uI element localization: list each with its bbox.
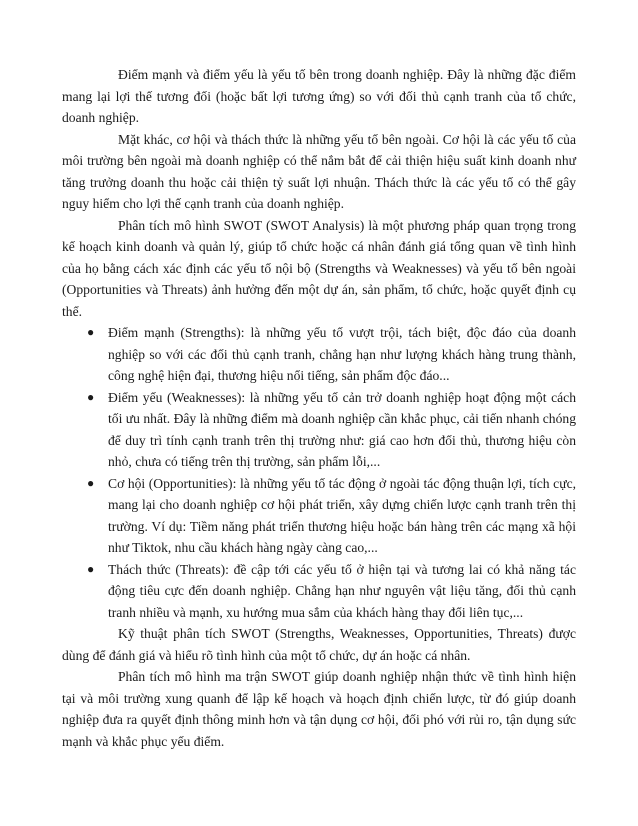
list-item-text: Điểm mạnh (Strengths): là những yếu tố vượt trội, tách biệt, độc đáo của doanh nghiệp so với các đối thủ cạnh tranh, chẳng hạn như lượng khách hàng trung thành, công nghệ hiện đại, thương hiệu nổi tiếng, sản phẩm độc đáo... bbox=[108, 325, 576, 383]
list-item-opportunities bbox=[62, 473, 576, 559]
paragraph-swot-analysis-definition: Phân tích mô hình SWOT (SWOT Analysis) là một phương pháp quan trọng trong kế hoạch kinh doanh và quản lý, giúp tổ chức hoặc cá nhân đánh giá tổng quan về tình hình của họ bằng cách xác định các yếu tố nội bộ (Strengths và Weaknesses) và yếu tố bên ngoài (Opportunities và Threats) ảnh hưởng đến một dự án, sản phẩm, tổ chức, hoặc quyết định cụ thể. bbox=[62, 217, 576, 319]
swot-bullet-list bbox=[62, 322, 576, 623]
bullet-dot-icon: ● bbox=[87, 475, 95, 490]
paragraph-strengths-weaknesses-intro: Điểm mạnh và điểm yếu là yếu tố bên trong doanh nghiệp. Đây là những đặc điểm mang lại lợi thế tương đối (hoặc bất lợi tương ứng) so với đối thủ cạnh tranh của tổ chức, doanh nghiệp. bbox=[62, 67, 576, 125]
bullet-dot-icon: ● bbox=[87, 389, 95, 404]
list-item-strengths bbox=[62, 322, 576, 387]
document-body bbox=[62, 64, 576, 752]
bullet-dot-icon: ● bbox=[87, 561, 95, 576]
paragraph-opportunities-threats-intro: Mặt khác, cơ hội và thách thức là những yếu tố bên ngoài. Cơ hội là các yếu tố của môi trường bên ngoài mà doanh nghiệp có thể nắm bắt để cải thiện hiệu suất kinh doanh như tăng trưởng doanh thu hoặc cải thiện tỷ suất lợi nhuận. Thách thức là các yếu tố có thể gây nguy hiểm cho lợi thế cạnh tranh của doanh nghiệp. bbox=[62, 131, 576, 211]
list-item-threats bbox=[62, 559, 576, 624]
list-item-text: Thách thức (Threats): đề cập tới các yếu tố ở hiện tại và tương lai có khả năng tác động tiêu cực đến doanh nghiệp. Chẳng hạn như nguyên vật liệu tăng, đối thủ cạnh tranh nhiều và mạnh, xu hướng mua sắm của khách hàng thay đổi liên tục,... bbox=[108, 561, 576, 620]
bullet-dot-icon: ● bbox=[87, 325, 95, 339]
paragraph-swot-matrix-benefits: Phân tích mô hình ma trận SWOT giúp doanh nghiệp nhận thức về tình hình hiện tại và môi trường xung quanh để lập kế hoạch và hoạch định chiến lược, từ đó giúp doanh nghiệp đưa ra quyết định thông minh hơn và tận dụng cơ hội, đối phó với rủi ro, tận dụng sức mạnh và khắc phục yếu điểm. bbox=[62, 669, 576, 749]
paragraph-swot-technique: Kỹ thuật phân tích SWOT (Strengths, Weaknesses, Opportunities, Threats) được dùng để đánh giá và hiểu rõ tình hình của một tổ chức, dự án hoặc cá nhân. bbox=[62, 626, 576, 663]
list-item-text: Điểm yếu (Weaknesses): là những yếu tố cản trở doanh nghiệp hoạt động một cách tối ưu nhất. Đây là những điểm mà doanh nghiệp cần khắc phục, cải tiến nhanh chóng để duy trì tính cạnh tranh trên thị trường như: giá cao hơn đối thủ, thương hiệu còn nhỏ, chưa có tiếng trên thị trường, sản phẩm lỗi,... bbox=[108, 389, 576, 469]
list-item-text: Cơ hội (Opportunities): là những yếu tố tác động ở ngoài tác động thuận lợi, tích cực, mang lại cho doanh nghiệp cơ hội phát triển, xây dựng chiến lược cạnh tranh trên thị trường. Ví dụ: Tiềm năng phát triển thương hiệu hoặc bán hàng trên các mạng xã hội như Tiktok, nhu cầu khách hàng ngày càng cao,... bbox=[108, 475, 576, 555]
list-item-weaknesses bbox=[62, 387, 576, 473]
